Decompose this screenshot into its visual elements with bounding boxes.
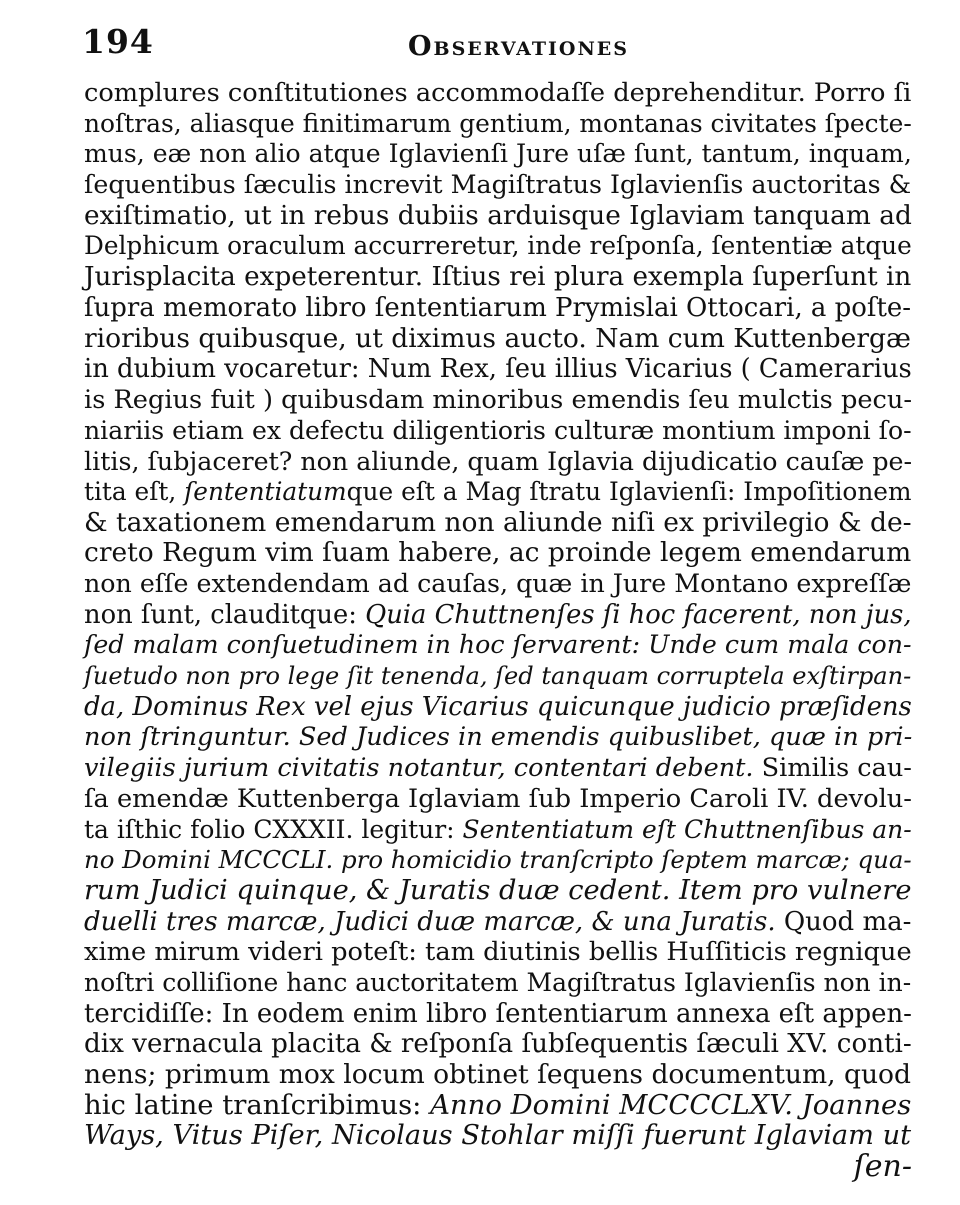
text-line	[84, 692, 912, 723]
text-run: niariis etiam ex defectu diligentioris culturæ montium imponi ſo-	[84, 415, 912, 445]
italic-text-run: vilegiis jurium civitatis notantur, contentari debent.	[84, 753, 754, 784]
text-line	[84, 722, 912, 753]
text-line	[84, 784, 912, 815]
text-line	[84, 416, 912, 447]
text-run: tita eſt,	[84, 476, 185, 506]
text-run: hic latine tranſcribimus:	[84, 1089, 431, 1121]
text-run: ſa emendæ Kuttenberga Iglaviam ſub Imperio Caroli IV. devolu-	[84, 783, 912, 814]
text-line	[84, 508, 912, 539]
text-run: Quod ma-	[775, 906, 912, 937]
text-line	[84, 538, 912, 569]
text-line	[84, 753, 912, 784]
text-run: in dubium vocaretur: Num Rex, ſeu illius Vicarius ( Camerarius	[84, 354, 912, 385]
text-line	[84, 262, 912, 293]
page-header	[82, 20, 930, 66]
text-run: ſequentibus ſæculis increvit Magiſtratus Iglavienſis auctoritas &	[84, 170, 912, 200]
italic-text-run: no Domini MCCCLI. pro homicidio tranſcripto ſeptem marcæ; qua-	[84, 845, 912, 875]
italic-text-run: Sententiatum eſt Chuttnenſibus an-	[462, 814, 912, 844]
text-line	[84, 630, 912, 661]
text-line	[84, 385, 912, 416]
text-run: noſtri colliſione hanc auctoritatem Magiſtratus Iglavienſis non in-	[84, 967, 912, 997]
text-line	[84, 170, 912, 201]
text-run: litis, ſubjaceret? non aliunde, quam Iglavia dijudicatio cauſæ pe-	[84, 446, 913, 477]
italic-text-run: duelli tres marcæ, Judici duæ marcæ, & una Juratis.	[84, 906, 776, 937]
text-run: creto Regum vim ſuam habere, ac proinde legem emendarum	[84, 537, 912, 569]
text-run: tercidiſſe: In eodem enim libro ſententiarum annexa eſt appen-	[84, 998, 912, 1029]
text-line	[84, 293, 912, 324]
text-line	[84, 815, 912, 846]
text-line	[84, 78, 912, 109]
text-line	[84, 845, 912, 876]
text-run: que eſt a Mag ſtratu Iglavienſi: Impoſitionem	[346, 476, 912, 506]
italic-text-run: rum Judici quinque, & Juratis duæ cedent. Item pro vulnere	[84, 874, 912, 906]
catchword: ſen-	[853, 1149, 912, 1185]
text-line	[84, 907, 912, 938]
text-run: xime mirum videri poteſt: tam diutinis bellis Huſſiticis regnique	[84, 937, 912, 968]
italic-text-run: Ways, Vitus Piſer, Nicolaus Stohlar miſſi fuerunt Iglaviam ut	[84, 1120, 912, 1152]
text-run: mus, eæ non alio atque Iglavienſi Jure uſæ ſunt, tantum, inquam,	[84, 139, 912, 169]
text-line	[84, 1121, 912, 1152]
text-line	[84, 109, 912, 140]
text-line	[84, 231, 912, 262]
text-run: rioribus quibusque, ut diximus aucto. Nam cum Kuttenbergæ	[84, 322, 911, 354]
italic-text-run: ſed malam conſuetudinem in hoc ſervarent: Unde cum mala con-	[84, 630, 912, 660]
italic-text-run: Anno Domini MCCCCLXV. Joannes	[430, 1089, 912, 1121]
text-run: ta iſthic folio CXXXII. legitur:	[84, 814, 463, 844]
text-line	[84, 661, 912, 692]
text-run: complures conſtitutiones accommodaſſe deprehenditur. Porro ſi	[84, 78, 912, 108]
text-body	[84, 78, 912, 1183]
text-line	[84, 600, 912, 631]
text-line	[84, 999, 912, 1030]
text-line	[84, 201, 912, 232]
italic-text-run: ſententiatum	[184, 476, 347, 506]
italic-text-run: ſuetudo non pro lege ſit tenenda, ſed tanquam corruptela exſtirpan-	[84, 662, 912, 691]
italic-text-run: Quia Chuttnenſes ſi hoc facerent, non jus,	[365, 599, 912, 630]
text-run: non ſunt, clauditque:	[84, 599, 366, 630]
text-run: dix vernacula placita & reſponſa ſubſequentis ſæculi XV. conti-	[84, 1029, 912, 1060]
text-run: Jurisplacita expeterentur. Iſtius rei plura exempla ſuperſunt in	[84, 262, 912, 293]
text-run: Delphicum oraculum accurreretur, inde reſponſa, ſententiæ atque	[84, 231, 912, 261]
text-line	[84, 1091, 912, 1122]
italic-text-run: da, Dominus Rex vel ejus Vicarius quicunque judicio præſidens	[84, 691, 912, 722]
text-line	[84, 477, 912, 508]
text-line	[84, 876, 912, 907]
text-run: is Regius fuit ) quibusdam minoribus emendis ſeu mulctis pecu-	[84, 384, 913, 415]
text-run: Similis cau-	[753, 753, 912, 784]
italic-text-run: non ſtringuntur. Sed Judices in emendis quibuslibet, quæ in pri-	[84, 722, 913, 753]
page-number: 194	[82, 22, 154, 61]
text-line	[84, 569, 912, 600]
text-run: & taxationem emendarum non aliunde niſi ex privilegio & de-	[84, 506, 912, 538]
text-line	[84, 1029, 912, 1060]
text-run: non eſſe extendendam ad cauſas, quæ in Jure Montano expreſſæ	[84, 569, 912, 598]
running-title: Observationes	[408, 31, 630, 62]
text-line	[84, 324, 912, 355]
text-line	[84, 139, 912, 170]
text-line	[84, 968, 912, 999]
text-run: nens; primum mox locum obtinet ſequens documentum, quod	[84, 1059, 911, 1090]
text-line	[84, 354, 912, 385]
text-run: exiſtimatio, ut in rebus dubiis arduisque Iglaviam tanquam ad	[84, 200, 912, 231]
text-line	[84, 937, 912, 968]
text-run: noſtras, aliasque finitimarum gentium, montanas civitates ſpecte-	[84, 108, 912, 138]
text-line	[84, 1060, 912, 1091]
text-line	[84, 446, 912, 477]
text-run: ſupra memorato libro ſententiarum Prymislai Ottocari, a poſte-	[84, 292, 911, 323]
